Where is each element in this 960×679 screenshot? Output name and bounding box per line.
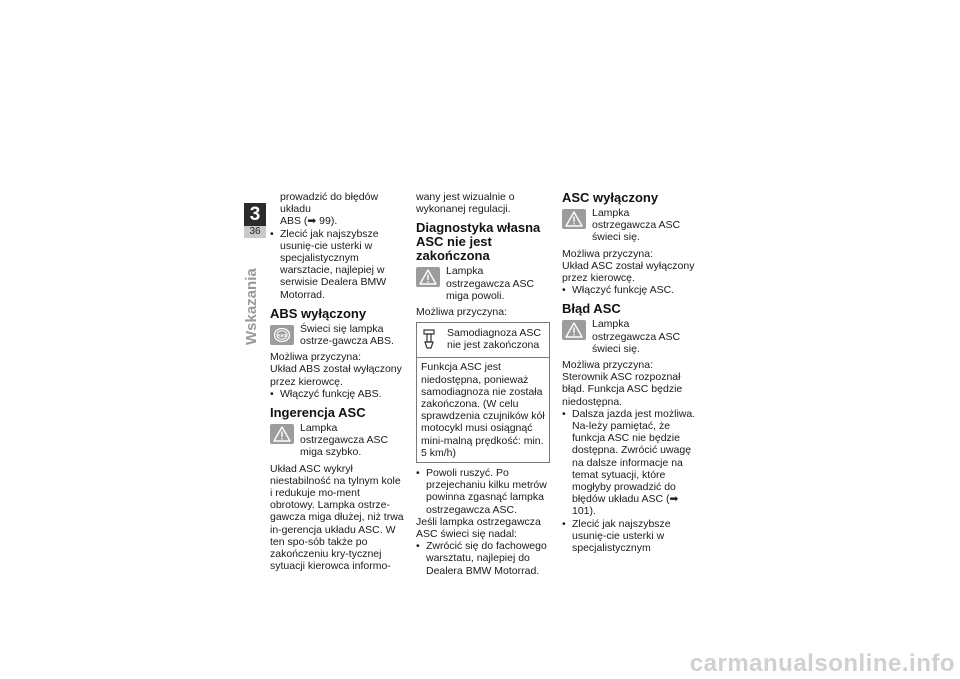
- general-warning-triangle-icon: [270, 424, 294, 444]
- possible-cause-label: Możliwa przyczyna:: [562, 247, 654, 260]
- possible-cause-label: Możliwa przyczyna:: [416, 306, 508, 319]
- section-heading-abs-off: ABS wyłączony: [270, 305, 367, 321]
- possible-cause-label: Możliwa przyczyna:: [562, 359, 654, 372]
- info-box: [416, 322, 550, 463]
- continued-text: prowadzić do błędów układu: [280, 191, 379, 216]
- warning-lamp-asc: [416, 265, 550, 302]
- body-text: Układ ASC wykrył niestabilność na tylnym kole i redukuje mo-ment obrotowy. Lampka ostrze-gawcza miga dłużej, niż trwa in-gerencja układu ASC. W ten spo-sób także po zakończeniu kry-tycznej sytuacji kierowca informo-: [270, 462, 404, 573]
- lamp-description: Lampka ostrzegawcza ASC miga szybko.: [300, 422, 389, 459]
- bullet-item: • Włączyć funkcję ABS.: [270, 388, 404, 400]
- lamp-description: Lampka ostrzegawcza ASC świeci się.: [592, 207, 681, 244]
- page-number: 36: [244, 226, 266, 238]
- section-heading-asc-error: Błąd ASC: [562, 301, 621, 317]
- svg-text:ABS: ABS: [277, 332, 287, 338]
- section-heading-asc-self-diagnosis: Diagnostyka własna ASC nie jest zakończona: [416, 220, 541, 264]
- warning-lamp-abs: [270, 323, 404, 347]
- bullet-item: • Dalsza jazda jest możliwa. Na-leży pamiętać, że funkcja ASC nie będzie dostępna. Zwrócić uwagę na dalsze informacje na temat sytuacji, które mogłyby prowadzić do błędów układu ASC (➡ 101).: [562, 408, 696, 518]
- info-box-title: Samodiagnoza ASC nie jest zakończona: [447, 327, 541, 352]
- cause-text: Układ ABS został wyłączony przez kierowcę.: [270, 363, 402, 388]
- watermark: carmanualsonline.info: [689, 650, 955, 677]
- general-warning-triangle-icon: [562, 320, 586, 340]
- column-1: [270, 191, 404, 572]
- bullet-item: • Włączyć funkcję ASC.: [562, 284, 696, 296]
- continued-text-ref: ABS (➡ 99).: [280, 215, 338, 228]
- info-box-body: Funkcja ASC jest niedostępna, ponieważ samodiagnoza nie została zakończona. (W celu sprawdzenia czujników kół motocykl musi osiągnąć mini-malną prędkość: min. 5 km/h): [421, 361, 545, 459]
- bullet-item: • Zwrócić się do fachowego warsztatu, najlepiej do Dealera BMW Motorrad.: [416, 540, 550, 577]
- column-3: [562, 191, 696, 554]
- cause-text: Sterownik ASC rozpoznał błąd. Funkcja ASC będzie niedostępna.: [562, 371, 683, 408]
- possible-cause-label: Możliwa przyczyna:: [270, 351, 362, 364]
- workshop-tool-icon: [421, 327, 439, 352]
- body-text: Jeśli lampka ostrzegawcza ASC świeci się nadal:: [416, 515, 541, 541]
- section-heading-asc-off: ASC wyłączony: [562, 190, 659, 205]
- chapter-number: 3: [244, 203, 266, 226]
- general-warning-triangle-icon: [562, 209, 586, 229]
- lamp-description: Lampka ostrzegawcza ASC świeci się.: [592, 318, 681, 355]
- abs-warning-icon: [270, 325, 294, 345]
- lamp-description: Lampka ostrzegawcza ASC miga powoli.: [446, 265, 535, 302]
- section-heading-asc-intervention: Ingerencja ASC: [270, 405, 366, 421]
- column-2: [416, 191, 550, 577]
- info-box-header: [417, 323, 549, 358]
- chapter-side-label: Wskazania: [243, 268, 260, 345]
- lamp-description: Świeci się lampka ostrze-gawcza ABS.: [300, 322, 394, 348]
- warning-lamp-asc: [562, 318, 696, 355]
- bullet-item: • Zlecić jak najszybsze usunię-cie usterki w specjalistycznym: [562, 518, 696, 555]
- warning-lamp-asc: [562, 207, 696, 244]
- warning-lamp-asc: [270, 422, 404, 459]
- continued-text: wany jest wizualnie o wykonanej regulacji.: [416, 191, 515, 216]
- cause-text: Układ ASC został wyłączony przez kierowcę.: [562, 259, 695, 285]
- bullet-item: • Powoli ruszyć. Po przejechaniu kilku metrów powinna zgasnąć lampka ostrzegawcza ASC.: [416, 467, 550, 516]
- general-warning-triangle-icon: [416, 267, 440, 287]
- bullet-item: • Zlecić jak najszybsze usunię-cie usterki w specjalistycznym warsztacie, najlepiej w serwisie Dealera BMW Motorrad.: [270, 228, 404, 301]
